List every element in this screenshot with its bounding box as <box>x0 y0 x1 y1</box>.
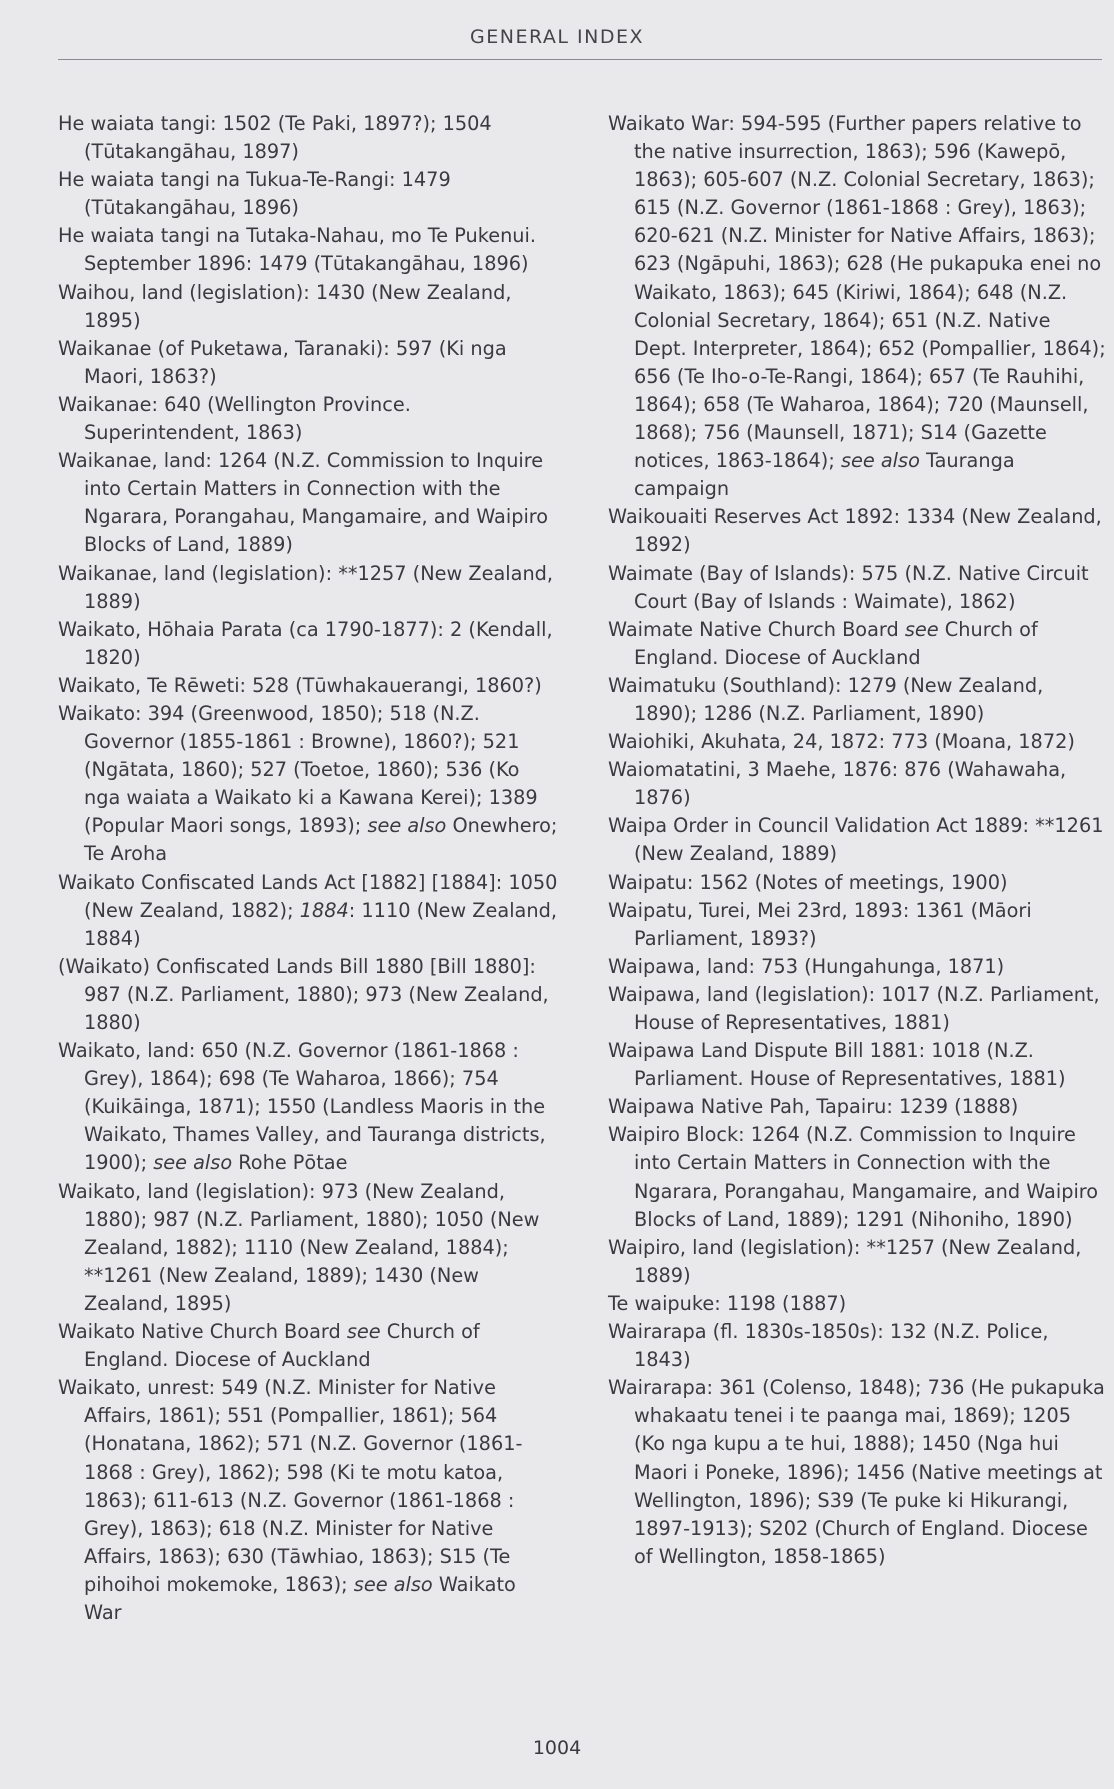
index-entry: Waikato War: 594-595 (Further papers relative to the native insurrection, 1863); 596 (Kawepō, 1863); 605-607 (N.Z. Colonial Secretary, 1863); 615 (N.Z. Governor (1861-1868 : Grey), 1863); 620-621 (N.Z. Minister for Native Affairs, 1863); 623 (Ngāpuhi, 1863); 628 (He pukapuka enei no Waikato, 1863); 645 (Kiriwi, 1864); 648 (N.Z. Colonial Secretary, 1864); 651 (N.Z. Native Dept. Interpreter, 1864); 652 (Pompallier, 1864); 656 (Te Iho-o-Te-Rangi, 1864); 657 (Te Rauhihi, 1864); 658 (Te Waharoa, 1864); 720 (Maunsell, 1868); 756 (Maunsell, 1871); S14 (Gazette notices, 1863-1864); see also Tauranga campaign <box>608 112 1106 501</box>
index-entry: Waihou, land (legislation): 1430 (New Zealand, 1895) <box>58 280 512 332</box>
index-entry: Waikanae, land: 1264 (N.Z. Commission to Inquire into Certain Matters in Connection with the Ngarara, Porangahau, Mangamaire, and Waipiro Blocks of Land, 1889) <box>58 449 549 557</box>
index-entry: Waipawa Land Dispute Bill 1881: 1018 (N.Z. Parliament. House of Representatives, 1881) <box>608 1039 1066 1091</box>
index-entry: Waipatu: 1562 (Notes of meetings, 1900) <box>608 870 1008 894</box>
index-entry: Wairarapa: 361 (Colenso, 1848); 736 (He pukapuka whakaatu tenei i te paanga mai, 1869); 1205 (Ko nga kupu a te hui, 1888); 1450 (Nga hui Maori i Poneke, 1896); 1456 (Native meetings at Wellington, 1896); S39 (Te puke ki Hikurangi, 1897-1913); S202 (Church of England. Diocese of Wellington, 1858-1865) <box>608 1376 1105 1568</box>
index-entry: Wairarapa (fl. 1830s-1850s): 132 (N.Z. Police, 1843) <box>608 1320 1049 1372</box>
index-entry: Waikanae: 640 (Wellington Province. Superintendent, 1863) <box>58 392 411 445</box>
page-number: 1004 <box>532 1737 582 1759</box>
index-entry: Waipiro, land (legislation): **1257 (New Zealand, 1889) <box>608 1235 1082 1287</box>
index-entry: Waikanae (of Puketawa, Taranaki): 597 (Ki nga Maori, 1863?) <box>58 336 507 388</box>
index-entry: Waipiro Block: 1264 (N.Z. Commission to Inquire into Certain Matters in Connection with the Ngarara, Porangahau, Mangamaire, and Waipiro Blocks of Land, 1889); 1291 (Nihoniho, 1890) <box>608 1123 1099 1231</box>
index-entry: Waipawa Native Pah, Tapairu: 1239 (1888) <box>608 1095 1019 1119</box>
index-entry: He waiata tangi na Tukua-Te-Rangi: 1479 (Tūtakangāhau, 1896) <box>58 168 451 220</box>
index-entry: Te waipuke: 1198 (1887) <box>608 1291 847 1315</box>
index-entry: Waiomatatini, 3 Maehe, 1876: 876 (Wahawaha, 1876) <box>608 758 1067 810</box>
index-entry: Waikato, Hōhaia Parata (ca 1790-1877): 2 (Kendall, 1820) <box>58 617 553 669</box>
index-entry: Waikouaiti Reserves Act 1892: 1334 (New Zealand, 1892) <box>608 505 1102 557</box>
index-entry: Waipatu, Turei, Mei 23rd, 1893: 1361 (Māori Parliament, 1893?) <box>608 898 1032 950</box>
index-entry: Waikato Native Church Board see Church of England. Diocese of Auckland <box>58 1320 480 1372</box>
index-entry: He waiata tangi na Tutaka-Nahau, mo Te Pukenui. September 1896: 1479 (Tūtakangāhau, 1896) <box>58 224 537 276</box>
right-column <box>608 110 1108 1571</box>
index-entry: Waimate Native Church Board see Church of England. Diocese of Auckland <box>608 617 1038 669</box>
index-entry: Waiohiki, Akuhata, 24, 1872: 773 (Moana, 1872) <box>608 730 1075 754</box>
index-entry: Waikato, land (legislation): 973 (New Zealand, 1880); 987 (N.Z. Parliament, 1880); 1050 (New Zealand, 1882); 1110 (New Zealand, 1884); **1261 (New Zealand, 1889); 1430 (New Zealand, 1895) <box>58 1179 540 1315</box>
index-entry: He waiata tangi: 1502 (Te Paki, 1897?); 1504 (Tūtakangāhau, 1897) <box>58 112 492 164</box>
index-entry: Waimatuku (Southland): 1279 (New Zealand, 1890); 1286 (N.Z. Parliament, 1890) <box>608 673 1044 725</box>
index-entry: Waimate (Bay of Islands): 575 (N.Z. Native Circuit Court (Bay of Islands : Waimate), 1862) <box>608 561 1089 613</box>
header-rule <box>58 59 1102 60</box>
index-entry: Waikato, land: 650 (N.Z. Governor (1861-1868 : Grey), 1864); 698 (Te Waharoa, 1866); 754 (Kuikāinga, 1871); 1550 (Landless Maoris in the Waikato, Thames Valley, and Tauranga districts, 1900); see also Rohe Pōtae <box>58 1039 546 1175</box>
index-entry: Waipa Order in Council Validation Act 1889: **1261 (New Zealand, 1889) <box>608 814 1104 866</box>
index-entry: Waikanae, land (legislation): **1257 (New Zealand, 1889) <box>58 561 554 613</box>
index-entry: Waikato Confiscated Lands Act [1882] [1884]: 1050 (New Zealand, 1882); 1884: 1110 (New Zealand, 1884) <box>58 870 558 950</box>
index-entry: Waipawa, land (legislation): 1017 (N.Z. Parliament, House of Representatives, 1881) <box>608 982 1100 1034</box>
index-entry: (Waikato) Confiscated Lands Bill 1880 [Bill 1880]: 987 (N.Z. Parliament, 1880); 973 (New Zealand, 1880) <box>58 954 549 1034</box>
index-entry: Waipawa, land: 753 (Hungahunga, 1871) <box>608 954 1005 978</box>
left-column <box>58 110 558 1627</box>
index-entry: Waikato, Te Rēweti: 528 (Tūwhakauerangi, 1860?) <box>58 673 542 697</box>
index-entry: Waikato, unrest: 549 (N.Z. Minister for Native Affairs, 1861); 551 (Pompallier, 1861); 564 (Honatana, 1862); 571 (N.Z. Governor (1861-1868 : Grey), 1862); 598 (Ki te motu katoa, 1863); 611-613 (N.Z. Governor (1861-1868 : Grey), 1863); 618 (N.Z. Minister for Native Affairs, 1863); 630 (Tāwhiao, 1863); S15 (Te pihoihoi mokemoke, 1863); see also Waikato War <box>58 1376 523 1624</box>
index-entry: Waikato: 394 (Greenwood, 1850); 518 (N.Z. Governor (1855-1861 : Browne), 1860?); 521 (Ngātata, 1860); 527 (Toetoe, 1860); 536 (Ko nga waiata a Waikato ki a Kawana Kerei); 1389 (Popular Maori songs, 1893); see also Onewhero; Te Aroha <box>58 701 558 866</box>
running-header: GENERAL INDEX <box>470 26 644 48</box>
